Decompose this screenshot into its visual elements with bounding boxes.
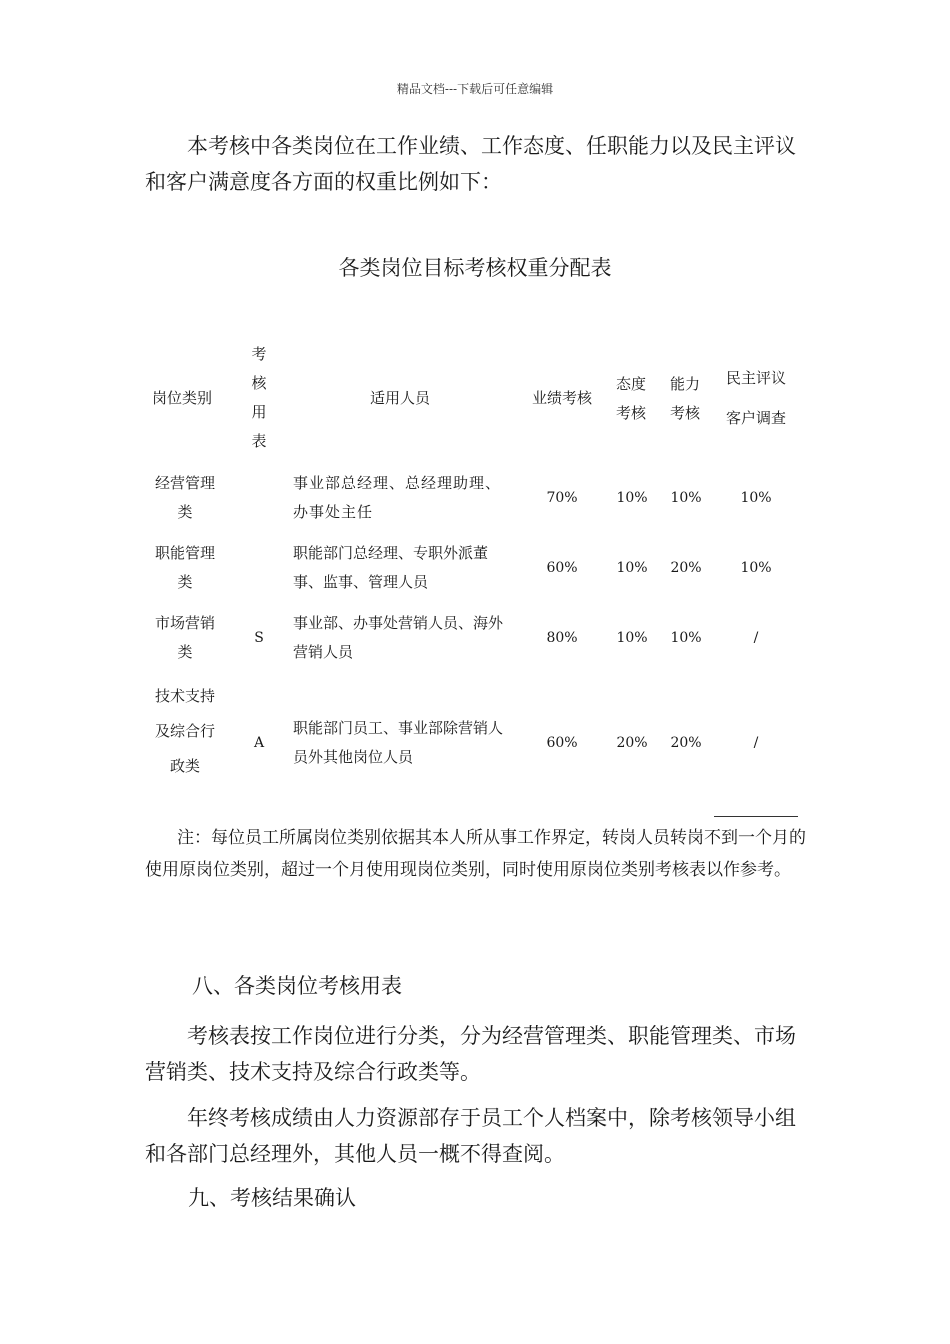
section-9-heading: 九、考核结果确认 (188, 1186, 356, 1210)
row-category: 技术支持及综合行政类 (154, 687, 215, 775)
row-performance: 60% (546, 735, 578, 751)
header-attitude: 态度考核 (615, 375, 646, 422)
row-personnel: 事业部、办事处营销人员、海外营销人员 (293, 614, 504, 661)
header-ability: 能力考核 (669, 375, 700, 422)
row-form: A (253, 735, 265, 751)
row-attitude: 10% (616, 630, 648, 646)
page-header: 精品文档---下载后可任意编辑 (396, 82, 554, 96)
row-review: / (753, 630, 759, 646)
row-review: 10% (740, 560, 772, 576)
row-form: S (254, 630, 264, 646)
row-ability: 20% (670, 735, 702, 751)
row-personnel: 职能部门总经理、专职外派董事、监事、管理人员 (293, 544, 489, 591)
row-attitude: 20% (616, 735, 648, 751)
row-personnel: 事业部总经理、总经理助理、办事处主任 (293, 474, 502, 521)
row-performance: 80% (546, 630, 578, 646)
row-attitude: 10% (616, 490, 648, 506)
section-8-paragraph-2: 年终考核成绩由人力资源部存于员工个人档案中，除考核领导小组和各部门总经理外，其他人员一概不得查阅。 (145, 1106, 796, 1166)
row-ability: 10% (670, 630, 702, 646)
intro-paragraph: 本考核中各类岗位在工作业绩、工作态度、任职能力以及民主评议和客户满意度各方面的权重比例如下： (145, 134, 796, 194)
row-attitude: 10% (616, 560, 648, 576)
table-rule (714, 816, 798, 817)
row-category: 经营管理类 (154, 474, 215, 521)
row-review: 10% (740, 490, 772, 506)
row-personnel: 职能部门员工、事业部除营销人员外其他岗位人员 (293, 719, 504, 766)
row-review: / (753, 735, 759, 751)
row-performance: 70% (546, 490, 578, 506)
row-performance: 60% (546, 560, 578, 576)
header-personnel: 适用人员 (369, 389, 430, 407)
header-review-1: 民主评议 (725, 369, 786, 387)
header-category: 岗位类别 (152, 389, 213, 407)
row-category: 职能管理类 (154, 544, 215, 591)
section-8-paragraph-1: 考核表按工作岗位进行分类，分为经营管理类、职能管理类、市场营销类、技术支持及综合行政类等。 (145, 1024, 796, 1084)
header-form: 考核用表 (251, 345, 267, 450)
row-category: 市场营销类 (154, 614, 215, 661)
row-ability: 10% (670, 490, 702, 506)
header-performance: 业绩考核 (531, 389, 592, 407)
table-note: 注：每位员工所属岗位类别依据其本人所从事工作界定，转岗人员转岗不到一个月的使用原岗位类别，超过一个月使用现岗位类别，同时使用原岗位类别考核表以作参考。 (145, 828, 806, 880)
table-title: 各类岗位目标考核权重分配表 (338, 256, 612, 280)
header-review-2: 客户调查 (725, 409, 786, 427)
section-8-heading: 八、各类岗位考核用表 (192, 974, 402, 998)
row-ability: 20% (670, 560, 702, 576)
